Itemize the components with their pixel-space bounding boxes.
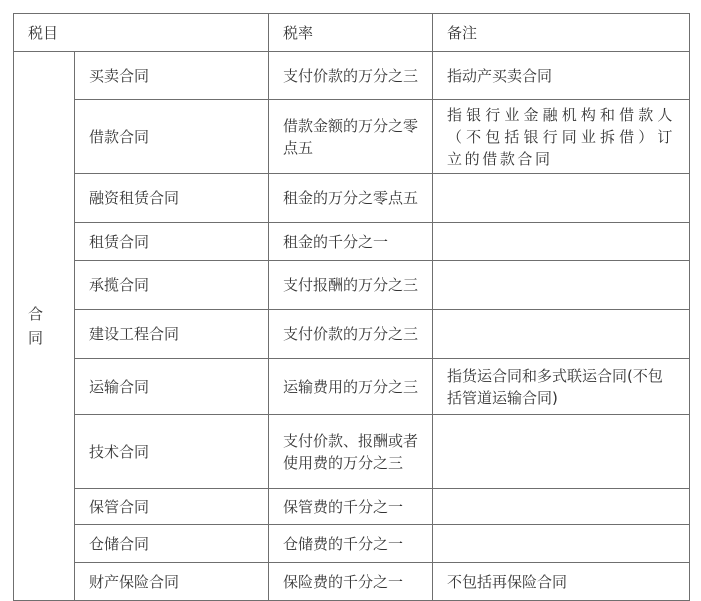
table-row <box>14 261 690 310</box>
item-rate: 支付报酬的万分之三 <box>269 261 433 310</box>
table-row <box>14 52 690 100</box>
item-name: 承揽合同 <box>75 261 269 310</box>
item-rate: 保险费的千分之一 <box>269 563 433 601</box>
item-note <box>433 525 690 563</box>
table-row <box>14 174 690 223</box>
item-name: 租赁合同 <box>75 223 269 261</box>
item-note: 指货运合同和多式联运合同(不包括管道运输合同) <box>433 359 690 415</box>
item-rate: 支付价款的万分之三 <box>269 310 433 359</box>
item-name: 财产保险合同 <box>75 563 269 601</box>
item-note <box>433 223 690 261</box>
table-row <box>14 415 690 489</box>
table-row <box>14 359 690 415</box>
table-row <box>14 489 690 525</box>
table-row <box>14 100 690 174</box>
table-row <box>14 525 690 563</box>
item-rate: 支付价款、报酬或者使用费的万分之三 <box>269 415 433 489</box>
tax-rate-table <box>13 13 690 601</box>
item-rate: 保管费的千分之一 <box>269 489 433 525</box>
item-note <box>433 310 690 359</box>
item-name: 借款合同 <box>75 100 269 174</box>
table-row <box>14 310 690 359</box>
item-note <box>433 415 690 489</box>
item-name: 仓储合同 <box>75 525 269 563</box>
item-rate: 支付价款的万分之三 <box>269 52 433 100</box>
item-rate: 借款金额的万分之零点五 <box>269 100 433 174</box>
category-cell <box>14 52 75 601</box>
item-note: 指银行业金融机构和借款人（不包括银行同业拆借）订立的借款合同 <box>433 100 690 174</box>
header-note: 备注 <box>433 14 690 52</box>
item-rate: 租金的千分之一 <box>269 223 433 261</box>
item-rate: 运输费用的万分之三 <box>269 359 433 415</box>
item-note <box>433 489 690 525</box>
category-label: 合同 <box>28 305 44 347</box>
header-rate: 税率 <box>269 14 433 52</box>
item-rate: 租金的万分之零点五 <box>269 174 433 223</box>
item-name: 买卖合同 <box>75 52 269 100</box>
item-name: 融资租赁合同 <box>75 174 269 223</box>
item-name: 技术合同 <box>75 415 269 489</box>
table-header-row <box>14 14 690 52</box>
item-name: 保管合同 <box>75 489 269 525</box>
item-note <box>433 174 690 223</box>
item-name: 建设工程合同 <box>75 310 269 359</box>
item-name: 运输合同 <box>75 359 269 415</box>
item-rate: 仓储费的千分之一 <box>269 525 433 563</box>
table-row <box>14 223 690 261</box>
header-item: 税目 <box>14 14 269 52</box>
item-note: 指动产买卖合同 <box>433 52 690 100</box>
item-note <box>433 261 690 310</box>
item-note: 不包括再保险合同 <box>433 563 690 601</box>
